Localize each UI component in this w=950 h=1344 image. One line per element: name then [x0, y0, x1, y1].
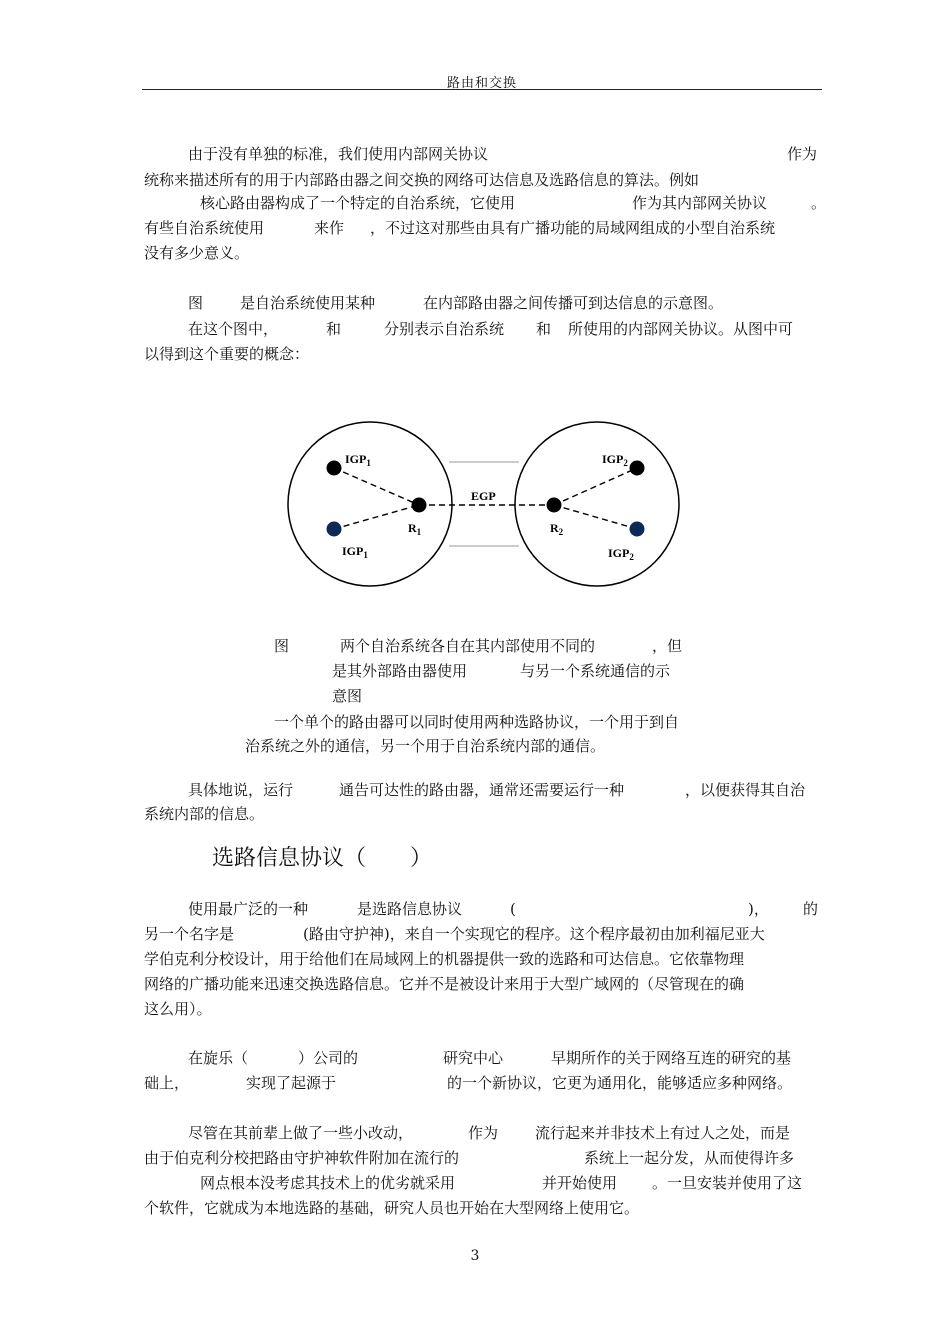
igp1-link-top [334, 468, 419, 505]
router-r1-label: $R_1$ [408, 521, 422, 537]
p1-line3-a: 核心路由器构成了一个特定的自治系统，它使用 [200, 194, 516, 212]
p3-line1-a: 在这个图中， [188, 320, 279, 338]
p5-line4: 网络的广播功能来迅速交换选路信息。它并不是被设计来用于大型广域网的（尽管现在的确 [144, 975, 745, 993]
igp2-bottom-label: $IGP_2$ [608, 546, 634, 562]
caption-e: 与另一个系统通信的示 [520, 662, 671, 680]
igp2-link-top [554, 468, 637, 505]
p5-line3: 学伯克利分校设计，用于给他们在局域网上的机器提供一致的选路和可达信息。它依靠物理 [144, 950, 745, 968]
p2-c: 在内部路由器之间传播可到达信息的示意图。 [423, 294, 724, 312]
p3-line2: 以得到这个重要的概念： [144, 345, 310, 363]
p7-line3-b: 并开始使用 [542, 1174, 618, 1192]
p1-line2: 统称来描述所有的用于内部路由器之间交换的网络可达信息及选路信息的算法。例如 [144, 171, 700, 189]
p7-line3-c: 。一旦安装并使用了这 [652, 1174, 803, 1192]
p5-line1-e: 的 [803, 900, 819, 918]
p7-line3-a: 网点根本没考虑其技术上的优劣就采用 [200, 1174, 456, 1192]
header-rule [142, 89, 822, 90]
caption-a: 图 [274, 637, 290, 655]
caption-b: 两个自治系统各自在其内部使用不同的 [340, 637, 596, 655]
p5-line5: 这么用）。 [144, 1000, 212, 1018]
egp-label: EGP [471, 489, 496, 503]
p6-line1-c: 研究中心 [443, 1049, 504, 1067]
router-r2-label: $R_2$ [550, 521, 564, 537]
p1-line4-c: ，不过这对那些由具有广播功能的局域网组成的小型自治系统 [370, 219, 776, 237]
p6-line2-b: 实现了起源于 [246, 1074, 337, 1092]
caption-c: ，但 [652, 637, 683, 655]
p5-line1-d: )， [748, 900, 769, 918]
p6-line1-a: 在旋乐（ [188, 1049, 249, 1067]
igp2-top-node [630, 461, 645, 476]
igp2-link-bottom [554, 505, 637, 529]
p1-line3-c: 。 [811, 194, 827, 212]
p3-line1-c: 分别表示自治系统 [384, 320, 505, 338]
caption-f: 意图 [332, 687, 363, 705]
p5-line2-a: 另一个名字是 [144, 925, 235, 943]
p5-line1-c: ( [510, 900, 516, 918]
p7-line1-c: 流行起来并非技术上有过人之处，而是 [535, 1124, 791, 1142]
p4-line2: 系统内部的信息。 [144, 805, 265, 823]
p3-line1-b: 和 [326, 320, 342, 338]
router-r1-node [412, 498, 427, 513]
p4-line1-c: ，以便获得其自治 [685, 781, 806, 799]
igp1-bottom-node [327, 522, 342, 537]
concept-line2: 治系统之外的通信，另一个用于自治系统内部的通信。 [245, 737, 606, 755]
p7-line4: 个软件，它就成为本地选路的基础，研究人员也开始在大型网络上使用它。 [144, 1199, 640, 1217]
p1-line5: 没有多少意义。 [144, 244, 250, 262]
p1-line3-b: 作为其内部网关协议 [632, 194, 768, 212]
p2-a: 图 [188, 294, 204, 312]
section-heading: 选路信息协议（ ） [212, 846, 433, 871]
p7-line2-a: 由于伯克利分校把路由守护神软件附加在流行的 [144, 1149, 460, 1167]
igp1-link-bottom [334, 505, 419, 529]
p4-line1-b: 通告可达性的路由器，通常还需要运行一种 [339, 781, 625, 799]
p5-line2-b: (路由守护神)，来自一个实现它的程序。这个程序最初由加利福尼亚大 [303, 925, 765, 943]
p1-line4-b: 来作 [314, 219, 345, 237]
caption-d: 是其外部路由器使用 [332, 662, 468, 680]
page-number: 3 [470, 1248, 480, 1264]
p7-line2-b: 系统上一起分发，从而使得许多 [584, 1149, 795, 1167]
p7-line1-b: 作为 [468, 1124, 499, 1142]
page-header-title: 路由和交换 [446, 76, 517, 91]
p6-line1-d: 早期所作的关于网络互连的研究的基 [551, 1049, 792, 1067]
igp1-top-label: $IGP_1$ [345, 452, 371, 468]
p3-line1-e: 所使用的内部网关协议。从图中可 [568, 320, 794, 338]
p6-line2-a: 础上， [144, 1074, 190, 1092]
p1-line1-a: 由于没有单独的标准，我们使用内部网关协议 [188, 145, 489, 163]
igp2-bottom-node [630, 522, 645, 537]
autonomous-systems-diagram [287, 413, 707, 593]
router-r2-node [547, 498, 562, 513]
igp2-top-label: $IGP_2$ [602, 452, 628, 468]
p7-line1-a: 尽管在其前辈上做了一些小改动， [188, 1124, 414, 1142]
igp1-bottom-label: $IGP_1$ [342, 544, 368, 560]
p6-line1-b: ）公司的 [298, 1049, 359, 1067]
p5-line1-a: 使用最广泛的一种 [188, 900, 309, 918]
p2-b: 是自治系统使用某种 [240, 294, 376, 312]
autonomous-system-1-circle [288, 422, 452, 586]
p3-line1-d: 和 [536, 320, 552, 338]
p6-line2-c: 的一个新协议，它更为通用化，能够适应多种网络。 [447, 1074, 793, 1092]
p1-line4-a: 有些自治系统使用 [144, 219, 265, 237]
p4-line1-a: 具体地说，运行 [188, 781, 294, 799]
concept-line1: 一个单个的路由器可以同时使用两种选路协议，一个用于到自 [274, 713, 680, 731]
igp1-top-node [327, 461, 342, 476]
p5-line1-b: 是选路信息协议 [357, 900, 463, 918]
p1-line1-b: 作为 [787, 145, 818, 163]
autonomous-system-2-circle [515, 422, 679, 586]
